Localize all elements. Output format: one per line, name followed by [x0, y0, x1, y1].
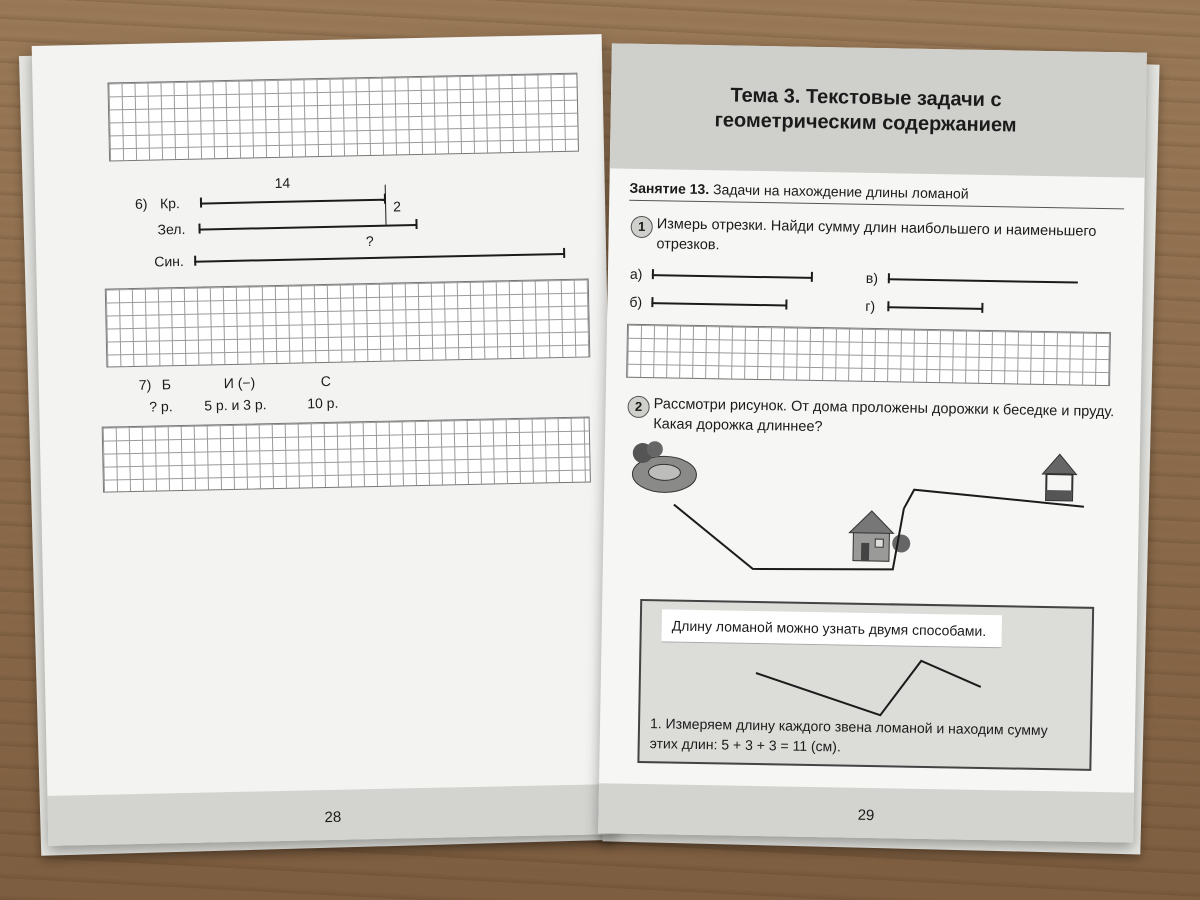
task7-val-s: 10 р. — [307, 394, 339, 412]
task7-val-i: 5 р. и 3 р. — [204, 396, 267, 414]
segment-v-start — [888, 273, 890, 283]
value-unknown: ? — [365, 232, 374, 250]
task7-col-b: Б — [161, 376, 172, 393]
segment-a-start — [652, 269, 654, 279]
gazebo-icon — [1042, 454, 1077, 501]
task6-label: 6) — [134, 195, 148, 212]
left-page — [32, 34, 619, 846]
topic-title: Тема 3. Текстовые задачи с геометрическим содержанием — [714, 84, 1017, 137]
segment-sin-end — [563, 248, 565, 258]
segment-sin-start — [194, 256, 196, 266]
info-box — [637, 599, 1094, 771]
segment-b-start — [651, 297, 653, 307]
info-method1: 1. Измеряем длину каждого звена ломаной и находим сумму этих длин: 5 + 3 + 3 = 11 (см). — [649, 715, 1048, 755]
answer-grid-task7 — [102, 416, 591, 492]
lesson-title: Задачи на нахождение длины ломаной — [712, 181, 969, 202]
answer-grid-task6 — [105, 278, 591, 367]
task2-text: Рассмотри рисунок. От дома проложены дорожки к беседке и пруду. Какая дорожка длиннее? — [653, 396, 1115, 436]
info-heading: Длину ломаной можно узнать двумя способами. — [671, 617, 987, 640]
task2-number-badge: 2 — [627, 396, 649, 418]
page-number-right: 29 — [857, 806, 875, 825]
segment-a — [652, 274, 812, 279]
segment-sin — [194, 253, 564, 263]
task7-col-i: И (−) — [223, 374, 256, 392]
topic-header-band — [610, 43, 1147, 177]
lesson-rule — [629, 200, 1124, 210]
segment-b-label: б) — [629, 293, 643, 310]
segment-b — [651, 302, 786, 306]
task1-number-badge: 1 — [631, 216, 653, 238]
task7-col-s: С — [320, 372, 332, 390]
task1-text: Измерь отрезки. Найди сумму длин наибольшего и наименьшего отрезков. — [656, 216, 1097, 254]
row-zel-label: Зел. — [157, 220, 186, 238]
task7-label: 7) — [138, 376, 152, 393]
info-heading-panel — [661, 609, 1002, 648]
task7-val-b: ? р. — [149, 398, 173, 415]
right-footer-band — [598, 783, 1134, 842]
page-number-left: 28 — [324, 808, 342, 827]
pond-icon — [632, 441, 697, 493]
segment-a-label: а) — [629, 265, 643, 282]
right-page — [598, 43, 1147, 842]
row-sin-label: Син. — [154, 252, 184, 270]
segment-b-end — [785, 299, 787, 309]
lesson-label: Занятие 13. — [629, 179, 710, 198]
answer-grid-top — [107, 73, 579, 162]
segment-v — [888, 278, 1078, 283]
value-14: 14 — [274, 174, 291, 191]
segment-kr-start — [200, 198, 202, 208]
row-kr-label: Кр. — [159, 194, 181, 212]
segment-zel-start — [198, 224, 200, 234]
divider-zel — [385, 185, 387, 225]
segment-zel-end — [415, 219, 417, 229]
segment-g-start — [887, 301, 889, 311]
segment-kr — [200, 199, 385, 205]
lesson-heading — [629, 180, 968, 202]
segment-g-end — [981, 303, 983, 313]
segment-g — [887, 306, 982, 310]
segment-zel — [199, 224, 417, 231]
answer-grid-task1 — [626, 324, 1111, 386]
segment-v-label: в) — [865, 269, 879, 287]
segment-a-end — [811, 272, 813, 282]
value-2: 2 — [392, 198, 402, 215]
segment-g-label: г) — [865, 297, 876, 315]
paths-illustration — [623, 439, 1105, 587]
